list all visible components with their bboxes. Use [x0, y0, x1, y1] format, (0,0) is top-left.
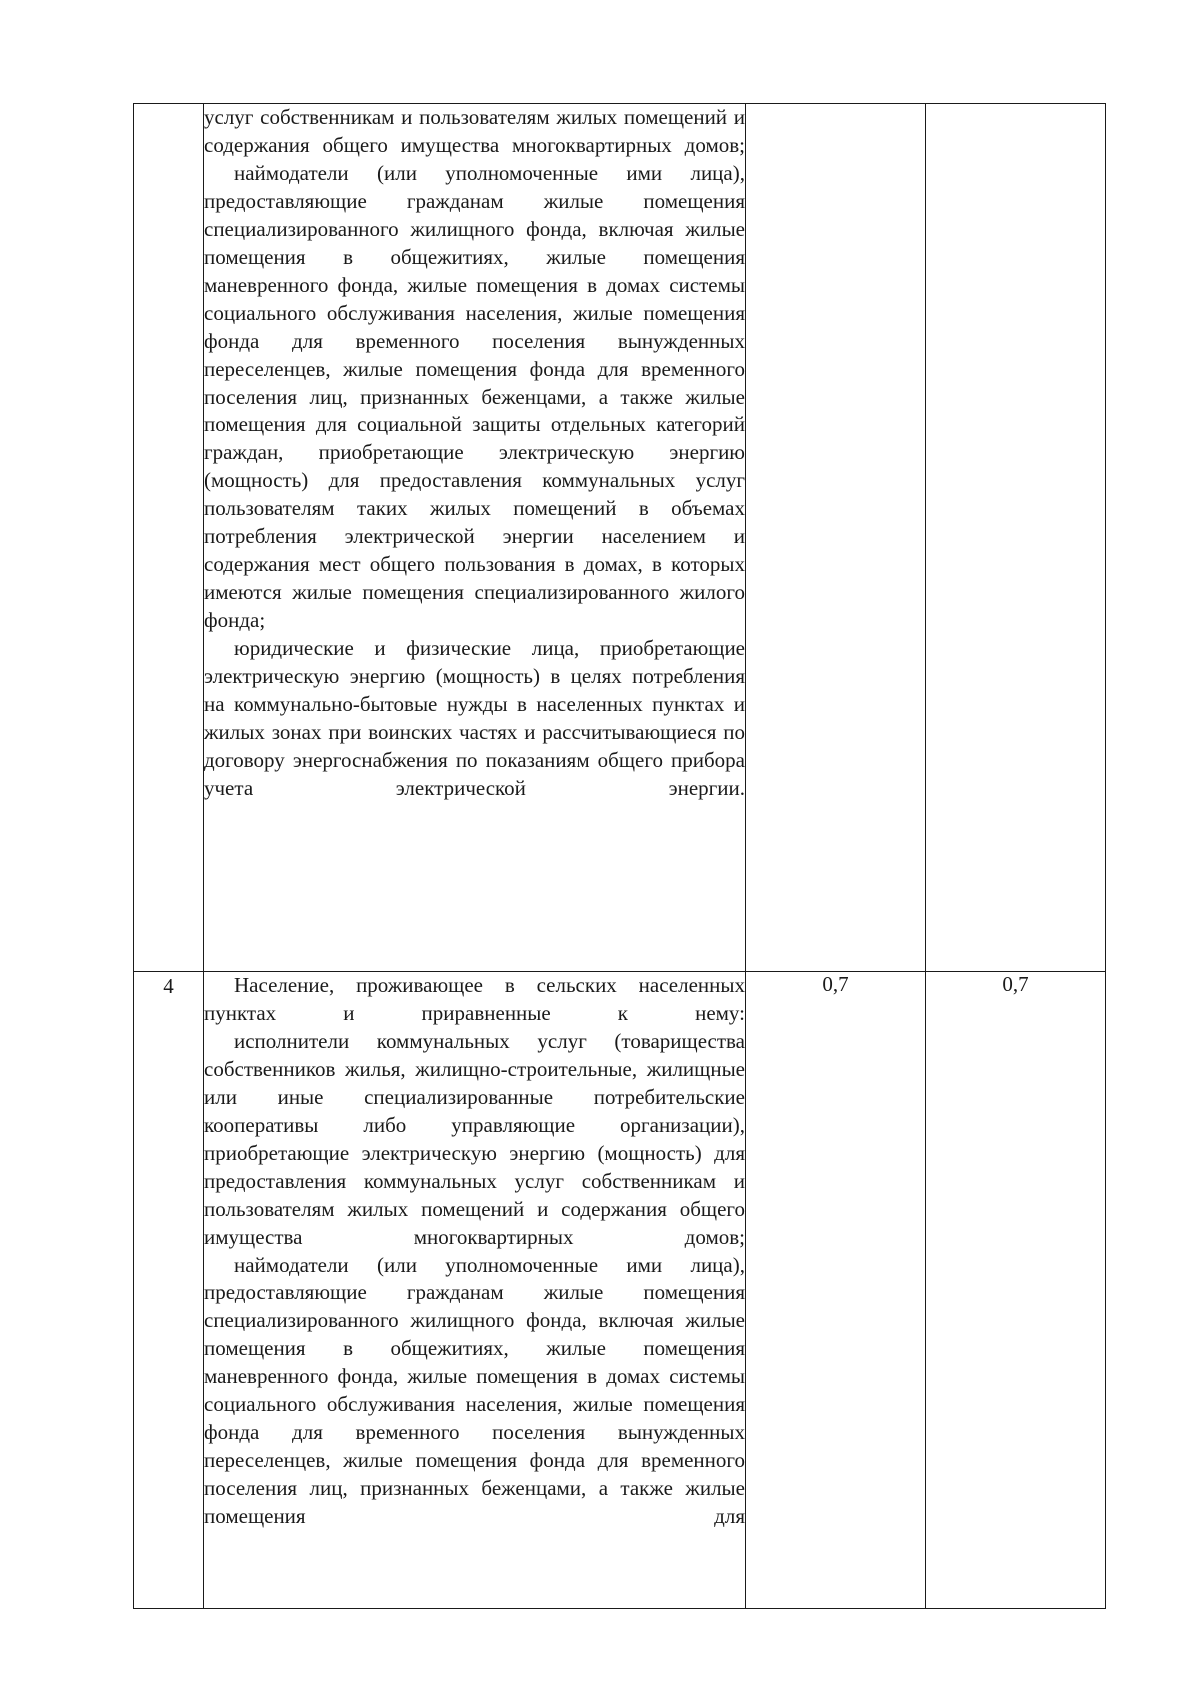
description-paragraph: услуг собственникам и пользователям жилых помещений и содержания общего имущества многоквартирных домов; [204, 105, 745, 157]
description-paragraph: исполнители коммунальных услуг (товарищества собственников жилья, жилищно-строительные, жилищные или иные специализированные потребительские кооперативы либо управляющие организации), приобретающие электрическую энергию (мощность) для предоставления коммунальных услуг собственникам и пользователям жилых помещений и содержания общего имущества многоквартирных домов; [204, 1028, 745, 1249]
row-number-cell: 4 [134, 972, 204, 1609]
description-paragraph: наймодатели (или уполномоченные ими лица), предоставляющие гражданам жилые помещения специализированного жилищного фонда, включая жилые помещения в общежитиях, жилые помещения маневренного фонда, жилые помещения в домах системы социального обслуживания населения, жилые помещения фонда для временного поселения вынужденных переселенцев, жилые помещения фонда для временного поселения лиц, признанных беженцами, а также жилые помещения для [204, 1252, 745, 1529]
value-cell-1: 0,7 [746, 972, 926, 1609]
table-row [134, 972, 1106, 1609]
table-row [134, 104, 1106, 972]
description-paragraph: наймодатели (или уполномоченные ими лица), предоставляющие гражданам жилые помещения специализированного жилищного фонда, включая жилые помещения в общежитиях, жилые помещения маневренного фонда, жилые помещения в домах системы социального обслуживания населения, жилые помещения фонда для временного поселения вынужденных переселенцев, жилые помещения фонда для временного поселения лиц, признанных беженцами, а также жилые помещения для социальной защиты отдельных категорий граждан, приобретающие электрическую энергию (мощность) для предоставления коммунальных услуг пользователям таких жилых помещений в объемах потребления электрической энергии населением и содержания мест общего пользования в домах, в которых имеются жилые помещения специализированного жилого фонда; [204, 160, 745, 633]
row-number-cell [134, 104, 204, 972]
value-cell-1 [746, 104, 926, 972]
description-paragraph: юридические и физические лица, приобретающие электрическую энергию (мощность) в целях потребления на коммунально-бытовые нужды в населенных пунктах и жилых зонах при воинских частях и рассчитывающиеся по договору энергоснабжения по показаниям общего прибора учета электрической энергии. [204, 636, 745, 800]
row-description-cell [204, 104, 746, 972]
value-cell-2 [926, 104, 1106, 972]
description-paragraph: Население, проживающее в сельских населенных пунктах и приравненные к нему: [204, 973, 745, 1025]
row-description-cell [204, 972, 746, 1609]
tariff-table [133, 103, 1106, 1609]
value-cell-2: 0,7 [926, 972, 1106, 1609]
